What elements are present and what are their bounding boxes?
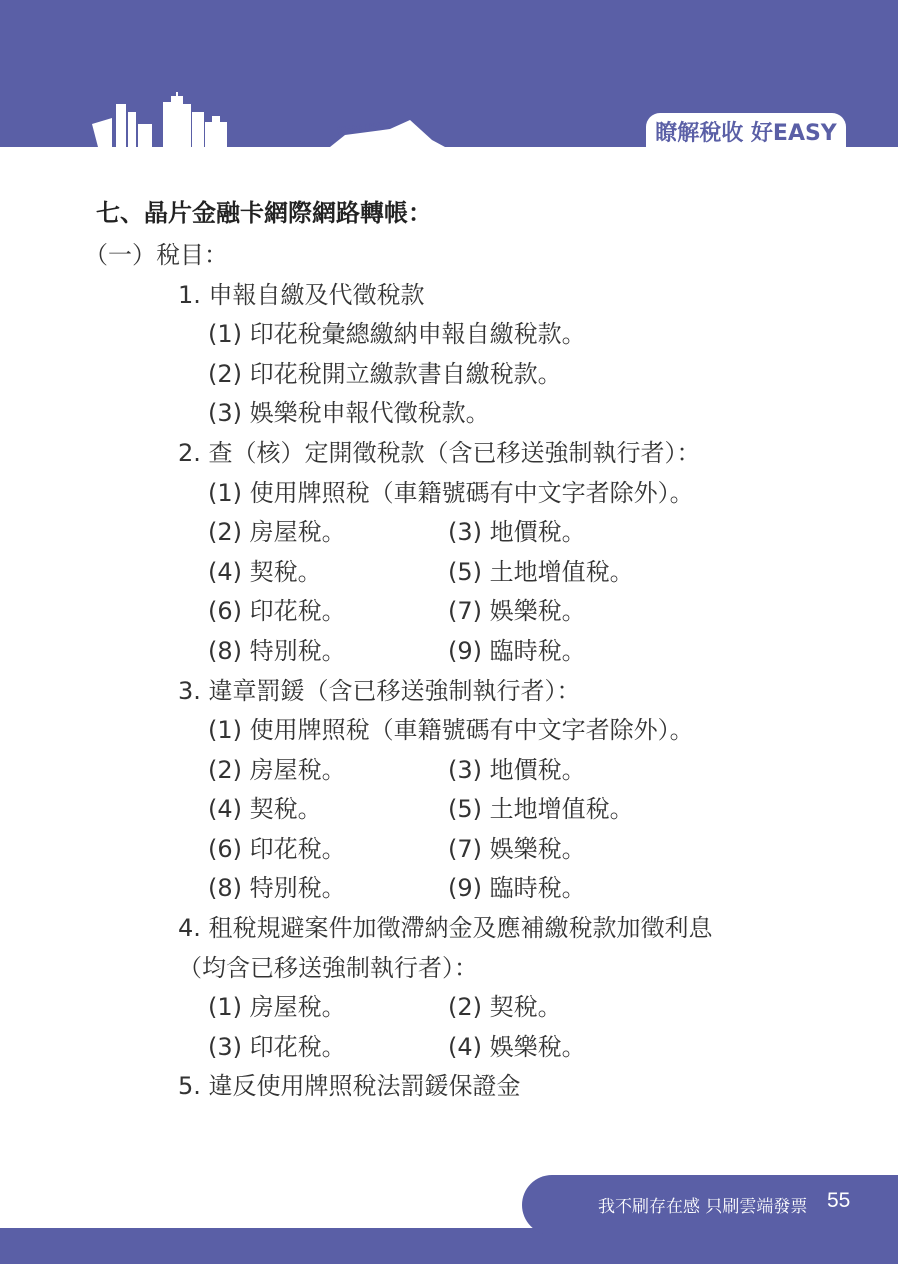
list-item: 2. 查（核）定開徵稅款（含已移送強制執行者）： [178, 439, 701, 467]
list-item-right: (5) 土地增值稅。 [448, 558, 634, 586]
list-item-right: (9) 臨時稅。 [448, 637, 586, 665]
list-item-left: (1) 房屋稅。 [208, 993, 346, 1021]
list-item: (1) 使用牌照稅（車籍號碼有中文字者除外）。 [208, 716, 694, 744]
skyline-building [176, 92, 178, 98]
list-item-left: (4) 契稅。 [208, 795, 322, 823]
skyline-building [183, 104, 191, 147]
skyline-building [205, 122, 227, 147]
skyline-building [138, 124, 152, 147]
page-number: 55 [827, 1189, 851, 1212]
list-item-right: (5) 土地增值稅。 [448, 795, 634, 823]
skyline-building [192, 112, 204, 147]
list-item-left: (2) 房屋稅。 [208, 756, 346, 784]
list-item-left: (6) 印花稅。 [208, 597, 346, 625]
skyline-building [128, 112, 136, 147]
skyline-building [212, 116, 220, 124]
list-item: 3. 違章罰鍰（含已移送強制執行者）： [178, 677, 581, 705]
skyline-building [116, 104, 126, 147]
list-item-left: (2) 房屋稅。 [208, 518, 346, 546]
list-item-right: (2) 契稅。 [448, 993, 562, 1021]
list-item: (2) 印花稅開立繳款書自繳稅款。 [208, 360, 562, 388]
skyline-building [171, 96, 183, 147]
list-item-left: (4) 契稅。 [208, 558, 322, 586]
list-item-right: (3) 地價稅。 [448, 518, 586, 546]
list-item: (1) 使用牌照稅（車籍號碼有中文字者除外）。 [208, 479, 694, 507]
list-item: 1. 申報自繳及代徵稅款 [178, 281, 425, 309]
list-item: （均含已移送強制執行者）： [178, 954, 478, 982]
list-item-left: (3) 印花稅。 [208, 1033, 346, 1061]
list-item-right: (9) 臨時稅。 [448, 874, 586, 902]
list-item-left: (6) 印花稅。 [208, 835, 346, 863]
skyline-building [92, 118, 112, 147]
list-item-left: (8) 特別稅。 [208, 874, 346, 902]
header-tag: 瞭解稅收 好EASY [646, 113, 846, 149]
list-item: 5. 違反使用牌照稅法罰鍰保證金 [178, 1072, 521, 1100]
list-item-right: (7) 娛樂稅。 [448, 597, 586, 625]
list-item: (3) 娛樂稅申報代徵稅款。 [208, 399, 490, 427]
list-item: 4. 租稅規避案件加徵滯納金及應補繳稅款加徵利息 [178, 914, 713, 942]
list-item-right: (7) 娛樂稅。 [448, 835, 586, 863]
subsection-title: （一）稅目： [84, 241, 228, 269]
list-item-right: (3) 地價稅。 [448, 756, 586, 784]
city-label: KEELUNG [336, 120, 390, 138]
list-item-right: (4) 娛樂稅。 [448, 1033, 586, 1061]
footer-slogan: 我不刷存在感 只刷雲端發票 [598, 1197, 808, 1217]
list-item: (1) 印花稅彙總繳納申報自繳稅款。 [208, 320, 586, 348]
section-title: 七、晶片金融卡網際網路轉帳： [96, 199, 432, 227]
list-item-left: (8) 特別稅。 [208, 637, 346, 665]
